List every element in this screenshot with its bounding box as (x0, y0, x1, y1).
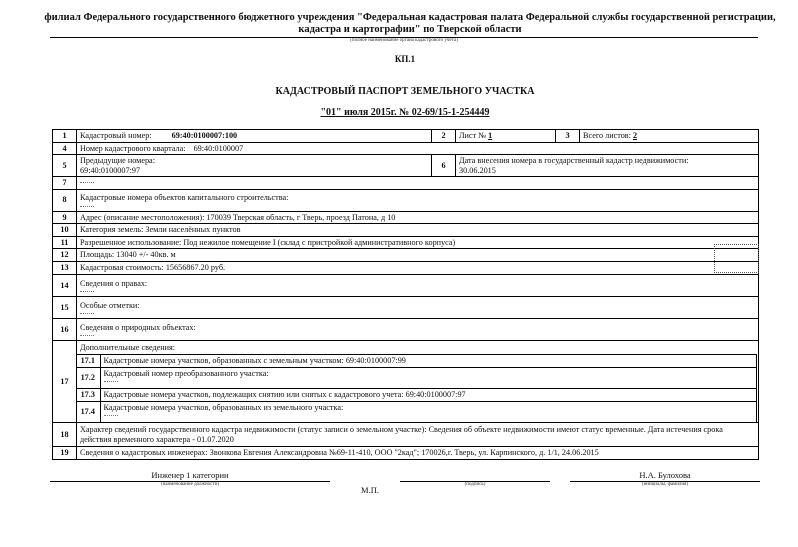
row-num: 6 (432, 155, 456, 177)
name-caption: (инициалы, фамилия) (641, 482, 689, 487)
row-10 (53, 224, 759, 237)
quarter-number-label: Номер кадастрового квартала: (80, 143, 186, 153)
passport-table (52, 129, 759, 460)
row-num: 11 (53, 236, 77, 249)
row-num: 13 (53, 262, 77, 275)
quarter-number-value: 69:40:0100007 (193, 143, 244, 153)
total-sheets-value: 2 (632, 131, 638, 140)
row-num: 2 (432, 130, 456, 143)
row-11 (53, 236, 759, 249)
previous-numbers-value: 69:40:0100007:97 (80, 165, 141, 175)
address-cell: Адрес (описание местоположения): 170039 Тверская область, г Тверь, проезд Патона, д 10 (77, 211, 759, 224)
dotted-box (714, 244, 759, 273)
sheet-number-label: Лист № (459, 131, 487, 140)
total-sheets-label: Всего листов: (583, 131, 631, 140)
row-18 (53, 423, 759, 447)
row-num: 17.4 (77, 401, 101, 422)
empty-value-dash (80, 206, 94, 207)
row-5-6 (53, 155, 759, 177)
empty-value-dash (80, 291, 94, 292)
natural-objects-label: Сведения о природных объектах: (80, 322, 196, 332)
row-num: 17.1 (77, 354, 101, 367)
additional-info-subtable (77, 354, 758, 423)
signer-position: Инженер 1 категории (151, 470, 229, 480)
row-9 (53, 211, 759, 224)
sheet-number-cell (456, 130, 556, 143)
row-num: 14 (53, 275, 77, 297)
cadastral-value-cell: Кадастровая стоимость: 15656867.20 руб. (77, 262, 759, 275)
special-notes-cell (77, 297, 759, 319)
doc-date-number: "01" июля 2015г. № 02-69/15-1-254449 (320, 107, 490, 118)
derived-parcels-label: Кадастровые номера участков, образованных из земельного участка: (103, 402, 344, 412)
record-status-cell: Характер сведений государственного кадастра недвижимости (статус записи о земельном участке): Сведения об объекте недвижимости имеют статус временные. Дата истечения срока действия временного характера - 01.07.2020 (77, 423, 759, 447)
empty-value-dash (80, 335, 94, 336)
org-line-2: кадастра и картографии" по Тверской области (298, 24, 522, 35)
row-16 (53, 319, 759, 341)
position-caption: (наименование должности) (160, 482, 220, 487)
row-8 (53, 189, 759, 211)
row-num: 7 (53, 177, 77, 190)
formed-parcels-cell: Кадастровые номера участков, образованных с земельным участком: 69:40:0100007:99 (100, 354, 757, 367)
transformed-parcel-cell (100, 367, 757, 388)
permitted-use-cell: Разрешенное использование: Под нежилое помещение I (склад с пристройкой административного корпуса) (77, 236, 759, 249)
row-num: 17.2 (77, 367, 101, 388)
row-num: 5 (53, 155, 77, 177)
row-17 (53, 341, 759, 423)
row-17-4 (77, 401, 757, 422)
doc-title: КАДАСТРОВЫЙ ПАСПОРТ ЗЕМЕЛЬНОГО УЧАСТКА (275, 86, 535, 97)
capital-objects-label: Кадастровые номера объектов капитального строительства: (80, 193, 289, 203)
empty-value-dash (80, 313, 94, 314)
land-category-cell: Категория земель: Земли населённых пунктов (77, 224, 759, 237)
row-num: 18 (53, 423, 77, 447)
signature-caption: (подпись) (464, 482, 486, 487)
engineers-cell: Сведения о кадастровых инженерах: Звонкова Евгения Александровна №69-11-410, ООО "2кад"; 170026,г. Тверь, ул. Карпинского, д. 1/1, 24.06.2015 (77, 447, 759, 460)
transformed-parcel-label: Кадастровый номер преобразованного участка: (103, 368, 269, 378)
row-17-2 (77, 367, 757, 388)
registration-date-cell (456, 155, 759, 177)
signer-name: Н.А. Булохова (639, 470, 691, 480)
special-notes-label: Особые отметки: (80, 300, 140, 310)
empty-value-dash (104, 381, 118, 382)
previous-numbers-cell (77, 155, 432, 177)
row-num: 3 (556, 130, 580, 143)
org-caption: (полное наименование органа кадастрового учета) (350, 38, 458, 43)
row-17-3 (77, 388, 757, 401)
row-num: 8 (53, 189, 77, 211)
additional-info-cell (77, 341, 759, 423)
row-19 (53, 447, 759, 460)
row-num: 19 (53, 447, 77, 460)
registration-date-value: 30.06.2015 (459, 165, 496, 175)
previous-numbers-label: Предыдущие номера: (80, 156, 155, 165)
area-cell: Площадь: 13040 +/- 40кв. м (77, 249, 759, 262)
row-num: 12 (53, 249, 77, 262)
natural-objects-cell (77, 319, 759, 341)
stamp-place: М.П. (361, 485, 379, 495)
row-num: 1 (53, 130, 77, 143)
quarter-number-cell (77, 142, 759, 155)
row-num: 17 (53, 341, 77, 423)
row-4 (53, 142, 759, 155)
row-num: 17.3 (77, 388, 101, 401)
cadastral-number-label: Кадастровый номер: (80, 131, 152, 140)
row-num: 9 (53, 211, 77, 224)
row-num: 4 (53, 142, 77, 155)
org-line-1: филиал Федерального государственного бюджетного учреждения "Федеральная кадастровая палата Федеральной службы государственной регистрации, (44, 12, 776, 23)
row-14 (53, 275, 759, 297)
sheet-number-value: 1 (488, 131, 493, 140)
row-1 (53, 130, 759, 143)
row-num: 10 (53, 224, 77, 237)
registration-date-label: Дата внесения номера в государственный кадастр недвижимости: (459, 156, 689, 165)
total-sheets-cell (580, 130, 759, 143)
row-13 (53, 262, 759, 275)
additional-info-label: Дополнительные сведения: (80, 343, 176, 352)
row-num: 16 (53, 319, 77, 341)
rights-label: Сведения о правах: (80, 278, 148, 288)
empty-cell (77, 177, 759, 190)
rights-cell (77, 275, 759, 297)
row-7 (53, 177, 759, 190)
derived-parcels-cell (100, 401, 757, 422)
row-num: 15 (53, 297, 77, 319)
row-15 (53, 297, 759, 319)
capital-objects-cell (77, 189, 759, 211)
cadastral-number-cell (77, 130, 432, 143)
row-12 (53, 249, 759, 262)
form-code: КП.1 (394, 54, 416, 64)
removed-parcels-cell: Кадастровые номера участков, подлежащих снятию или снятых с кадастрового учета: 69:40:0100007:97 (100, 388, 757, 401)
cadastral-number-value: 69:40:0100007:100 (171, 131, 238, 140)
row-17-1 (77, 354, 757, 367)
empty-value-dash (104, 415, 118, 416)
